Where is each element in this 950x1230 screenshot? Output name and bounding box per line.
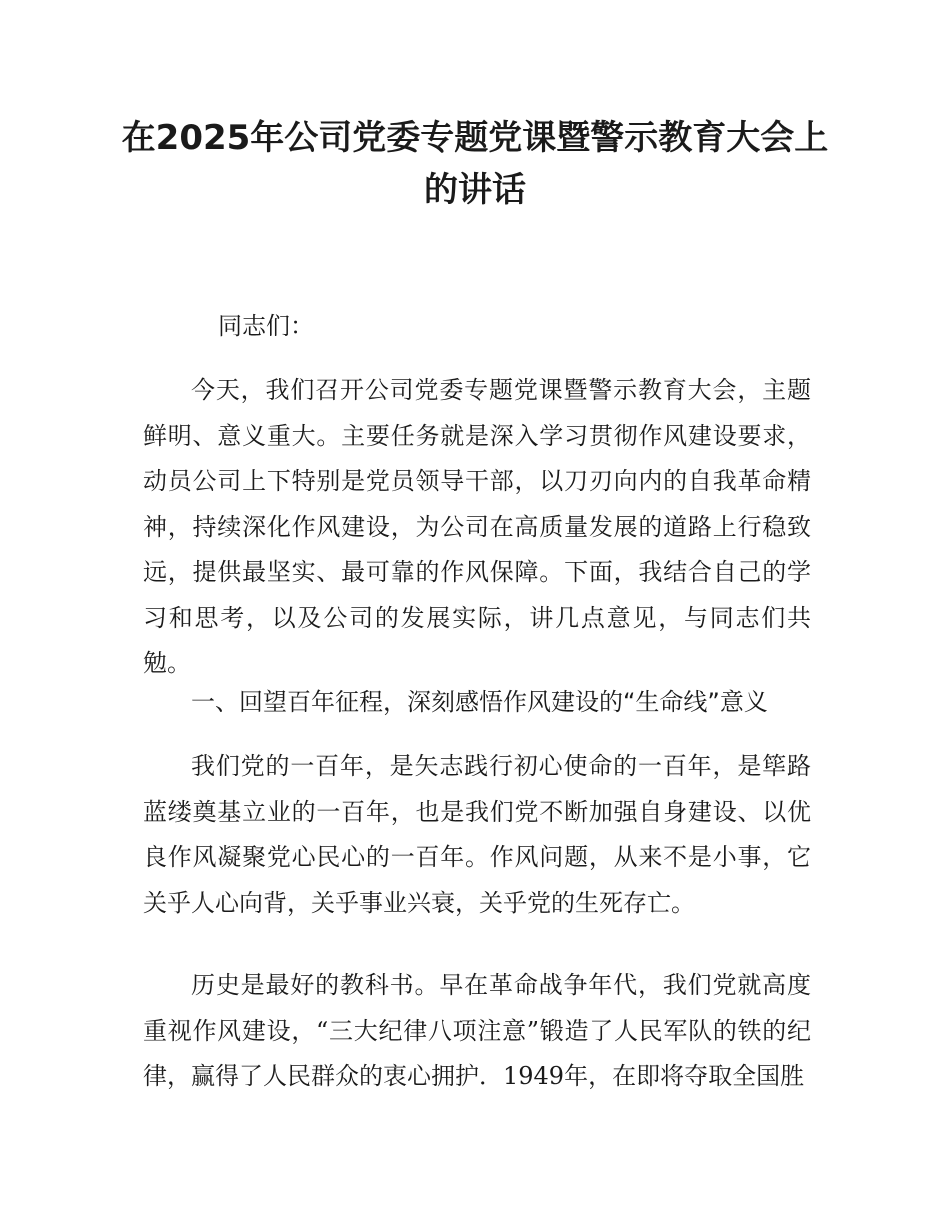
salutation: 同志们： [218,312,314,340]
paragraph-history-lessons: 历史是最好的教科书。早在革命战争年代，我们党就高度重视作风建设，“三大纪律八项注意”锻造了人民军队的铁的纪律，赢得了人民群众的衷心拥护．1949年，在即将夺取全国胜 [143,971,811,1090]
paragraph-history-overview: 我们党的一百年，是矢志践行初心使命的一百年，是筚路蓝缕奠基立业的一百年，也是我们党不断加强自身建设、以优良作风凝聚党心民心的一百年。作风问题，从来不是小事，它关乎人心向背，关乎事业兴衰，关乎党的生死存亡。 [143,752,811,917]
section-heading-prefix: 一、回望百年征程， [191,688,407,716]
section-heading [191,682,768,722]
document-title: 在2025年公司党委专题党课暨警示教育大会上的讲话 [121,118,829,210]
paragraph-intro: 今天，我们召开公司党委专题党课暨警示教育大会，主题鲜明、意义重大。主要任务就是深入学习贯彻作风建设要求，动员公司上下特别是党员领导干部，以刀刃向内的自我革命精神，持续深化作风建设，为公司在高质量发展的道路上行稳致远，提供最坚实、最可靠的作风保障。下面，我结合自己的学习和思考，以及公司的发展实际，讲几点意见，与同志们共勉。 [143,376,811,677]
section-heading-emphasis: 深刻感悟作风建设的“生命线”意义 [407,688,768,716]
